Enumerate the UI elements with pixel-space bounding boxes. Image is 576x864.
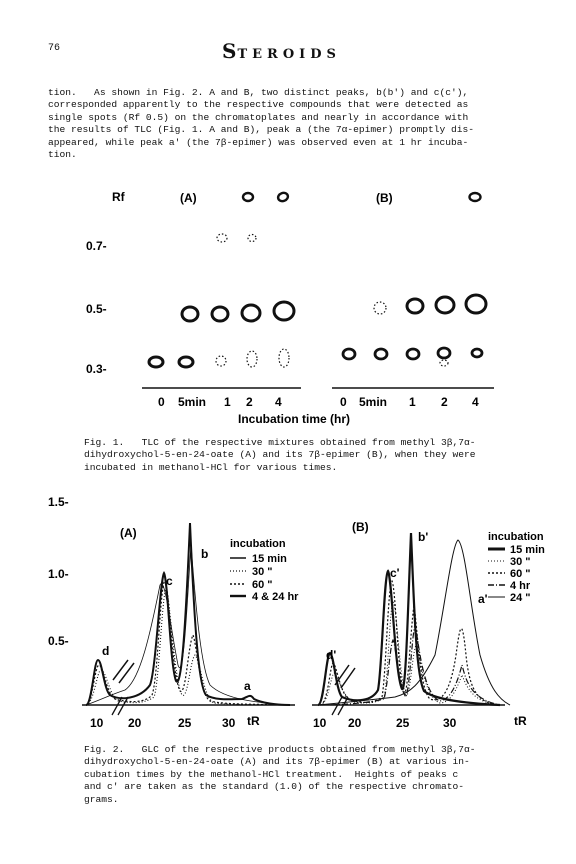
- tlc-spot: [216, 356, 226, 366]
- peak-label-c: c: [166, 574, 173, 588]
- journal-title-rest: TEROIDS: [237, 47, 341, 62]
- tlc-spot: [274, 302, 294, 320]
- glc-x-label: tR: [514, 714, 527, 728]
- legend-item: 15 min: [510, 544, 545, 556]
- tlc-spot: [436, 297, 454, 313]
- trace-b-4hr: [320, 625, 500, 705]
- glc-y-tick: 1.5-: [48, 495, 69, 509]
- rf-tick: 0.3-: [86, 362, 107, 376]
- paragraph-line: tion. As shown in Fig. 2. A and B, two distinct peaks, b(b') and c(c'),: [48, 87, 469, 98]
- peak-label-a-prime: a': [478, 592, 488, 606]
- tlc-spot: [149, 357, 163, 367]
- tlc-spot: [247, 351, 257, 367]
- panel-b-label: (B): [376, 191, 393, 205]
- glc-x-label: 20: [128, 716, 142, 730]
- page-number: 76: [48, 43, 61, 54]
- rf-label: Rf: [112, 190, 125, 204]
- journal-title-initial: S: [222, 39, 238, 63]
- glc-legend-a: [230, 538, 299, 603]
- tlc-x-label: 4: [472, 395, 479, 409]
- legend-item: 4 hr: [510, 580, 531, 592]
- tlc-x-label: 1: [224, 395, 231, 409]
- peak-label-a: a: [244, 679, 251, 693]
- caption-line: grams.: [84, 793, 119, 805]
- caption-line: dihydroxychol-5-en-24-oate (A) and its 7β-epimer (B) at various in-: [84, 756, 470, 768]
- legend-item: 60 ": [252, 579, 273, 591]
- tlc-spot: [438, 348, 450, 358]
- tlc-x-label: 2: [246, 395, 253, 409]
- tlc-spot: [182, 307, 198, 321]
- tlc-spot: [375, 349, 387, 359]
- tlc-x-label: 0: [158, 395, 165, 409]
- paragraph-line: corresponded apparently to the respective compounds that were detected as: [48, 99, 469, 111]
- glc-x-label: 10: [90, 716, 104, 730]
- figure-1-caption: [84, 437, 476, 474]
- rf-tick: 0.5-: [86, 302, 107, 316]
- tlc-x-label: 1: [409, 395, 416, 409]
- axis-break-a: [113, 660, 134, 683]
- figure-2-glc: [0, 485, 576, 735]
- tlc-x-label: 5min: [359, 395, 388, 409]
- tlc-spot: [212, 307, 228, 321]
- peak-label-b: b: [201, 547, 209, 561]
- tlc-panel-b-spots: [343, 295, 486, 366]
- legend-item: 24 ": [510, 592, 531, 604]
- peak-label-d-prime: d': [326, 648, 337, 662]
- glc-y-tick: 1.0-: [48, 567, 69, 581]
- legend-item: 60 ": [510, 568, 531, 580]
- tlc-spot: [217, 234, 227, 242]
- figure-1-tlc: [0, 180, 576, 430]
- paragraph-line: tion.: [48, 149, 77, 161]
- tlc-x-label: 5min: [178, 395, 207, 409]
- caption-line: dihydroxychol-5-en-24-oate (A) and its 7β-epimer (B), when they were: [84, 449, 476, 461]
- tlc-spot: [242, 305, 260, 321]
- journal-title: [222, 39, 341, 63]
- tlc-spot: [248, 235, 256, 242]
- glc-panel-b-traces: [318, 533, 510, 705]
- glc-panel-a-traces: [86, 523, 290, 705]
- tlc-panel-a-spots: [149, 234, 294, 367]
- tlc-spot: [179, 357, 193, 367]
- tlc-header-spots: [243, 192, 481, 203]
- tlc-spot: [374, 302, 386, 314]
- glc-x-label: 25: [396, 716, 410, 730]
- legend-item: 30 ": [510, 556, 531, 568]
- trace-a-30min: [86, 589, 290, 705]
- rf-tick: 0.7-: [86, 239, 107, 253]
- x-axis-break-b: [332, 697, 348, 715]
- legend-item: 4 & 24 hr: [252, 591, 299, 603]
- figure-2-caption: [84, 744, 476, 806]
- x-axis-break-a: [112, 697, 128, 715]
- tlc-spot: [279, 349, 289, 367]
- glc-y-tick: 0.5-: [48, 634, 69, 648]
- paragraph-line: single spots (Rf 0.5) on the chromatoplates and nearly in accordance with: [48, 111, 469, 123]
- tlc-spot: [407, 349, 419, 359]
- legend-item: 15 min: [252, 553, 287, 565]
- glc-x-label: 10: [313, 716, 327, 730]
- panel-a-label: (A): [180, 191, 197, 205]
- glc-x-label: 30: [443, 716, 457, 730]
- glc-panel-a-label: (A): [120, 526, 137, 540]
- caption-line: Fig. 2. GLC of the respective products obtained from methyl 3β,7α-: [84, 744, 476, 755]
- caption-line: Fig. 1. TLC of the respective mixtures obtained from methyl 3β,7α-: [84, 437, 476, 448]
- tlc-spot: [440, 360, 448, 366]
- glc-x-label: tR: [247, 714, 260, 728]
- tlc-spot: [466, 295, 486, 313]
- tlc-x-label: 4: [275, 395, 282, 409]
- legend-title: incubation: [230, 538, 286, 550]
- legend-item: 30 ": [252, 566, 273, 578]
- glc-panel-b-label: (B): [352, 520, 369, 534]
- caption-line: incubated in methanol-HCl for various times.: [84, 461, 338, 473]
- trace-a-4hr: [86, 523, 290, 705]
- tlc-spot: [343, 349, 355, 359]
- glc-x-label: 25: [178, 716, 192, 730]
- legend-title: incubation: [488, 531, 544, 543]
- caption-line: and c' are taken as the standard (1.0) of the respective chromato-: [84, 781, 464, 793]
- tlc-axis-title: Incubation time (hr): [238, 412, 350, 426]
- body-paragraph: [48, 87, 474, 161]
- tlc-x-label: 0: [340, 395, 347, 409]
- glc-legend-b: [488, 531, 545, 604]
- tlc-spot: [472, 349, 482, 357]
- peak-label-c-prime: c': [390, 566, 400, 580]
- paragraph-line: the results of TLC (Fig. 1. A and B), peak a (the 7α-epimer) promptly dis-: [48, 124, 475, 136]
- tlc-x-label: 2: [441, 395, 448, 409]
- tlc-spot: [407, 299, 423, 313]
- peak-label-d: d: [102, 644, 110, 658]
- glc-x-label: 30: [222, 716, 236, 730]
- glc-x-label: 20: [348, 716, 362, 730]
- peak-label-b-prime: b': [418, 530, 429, 544]
- caption-line: cubation times by the methanol-HCl treatment. Heights of peaks c: [84, 768, 459, 780]
- trace-b-60min: [320, 581, 500, 705]
- paragraph-line: appeared, while peak a' (the 7β-epimer) was observed even at 1 hr incuba-: [48, 136, 469, 148]
